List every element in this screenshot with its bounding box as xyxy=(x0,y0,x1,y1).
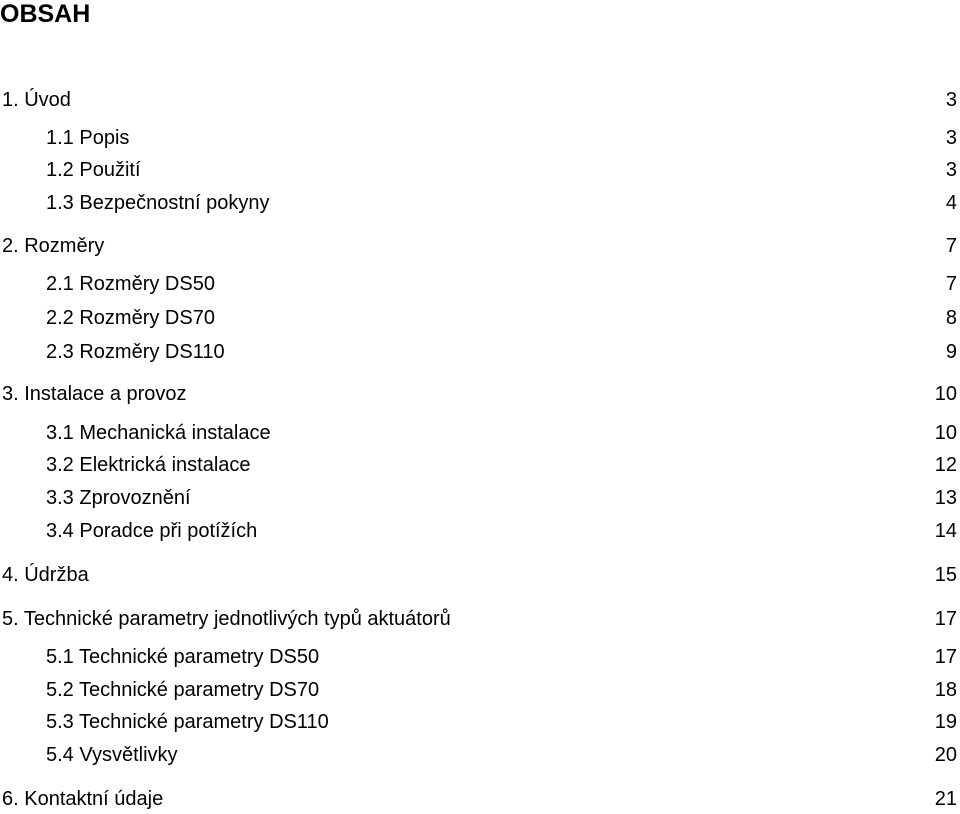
toc-entry[interactable] xyxy=(0,517,960,545)
toc-entry-label: 3.2 Elektrická instalace xyxy=(46,454,251,476)
toc-entry-label: 1.3 Bezpečnostní pokyny xyxy=(46,192,270,214)
toc-entry-label: 3.1 Mechanická instalace xyxy=(46,422,271,444)
toc-entry-label: 3. Instalace a provoz xyxy=(2,383,187,405)
toc-entry-page: 7 xyxy=(945,235,957,257)
toc-entry-label: 5.3 Technické parametry DS110 xyxy=(46,711,329,733)
toc-entry-page: 18 xyxy=(934,679,957,701)
toc-entry-label: 3.4 Poradce při potížích xyxy=(46,520,258,542)
toc-entry-page: 3 xyxy=(945,127,957,149)
toc-entry[interactable] xyxy=(0,304,960,332)
toc-entry-label: 3.3 Zprovoznění xyxy=(46,487,191,509)
toc-entry[interactable] xyxy=(0,189,960,217)
toc-entry[interactable] xyxy=(0,338,960,366)
toc-entry[interactable] xyxy=(0,741,960,769)
toc-entry-page: 21 xyxy=(934,788,957,810)
toc-entry-page: 8 xyxy=(945,307,957,329)
toc-entry[interactable] xyxy=(0,156,960,184)
toc-entry-label: 2.2 Rozměry DS70 xyxy=(46,307,215,329)
toc-entry[interactable] xyxy=(0,124,960,152)
toc-entry-label: 5.4 Vysvětlivky xyxy=(46,744,178,766)
toc-entry[interactable] xyxy=(0,605,960,633)
toc-entry[interactable] xyxy=(0,785,960,813)
toc-entry-page: 12 xyxy=(934,454,957,476)
toc-entry-page: 10 xyxy=(934,383,957,405)
toc-entry-page: 17 xyxy=(934,646,957,668)
toc-entry-page: 17 xyxy=(934,608,957,630)
toc-entry-label: 2.3 Rozměry DS110 xyxy=(46,341,225,363)
toc-entry-page: 9 xyxy=(945,341,957,363)
toc-entry-label: 5.1 Technické parametry DS50 xyxy=(46,646,320,668)
toc-entry[interactable] xyxy=(0,232,960,260)
toc-entry-page: 15 xyxy=(934,564,957,586)
toc-entry[interactable] xyxy=(0,561,960,589)
toc-entry-label: 2. Rozměry xyxy=(2,235,105,257)
toc-entry-page: 14 xyxy=(934,520,957,542)
toc-entry[interactable] xyxy=(0,86,960,114)
toc-entry-label: 2.1 Rozměry DS50 xyxy=(46,273,215,295)
toc-entry-label: 1. Úvod xyxy=(2,89,71,111)
toc-entry-page: 4 xyxy=(945,192,957,214)
toc-entry-page: 3 xyxy=(945,159,957,181)
toc-entry-label: 4. Údržba xyxy=(2,564,89,586)
toc-entry-label: 5.2 Technické parametry DS70 xyxy=(46,679,320,701)
toc-entry[interactable] xyxy=(0,451,960,479)
toc-entry-label: 1.2 Použití xyxy=(46,159,141,181)
toc-entry-page: 13 xyxy=(934,487,957,509)
toc-entry-label: 5. Technické parametry jednotlivých typů aktuátorů xyxy=(2,608,451,630)
toc-entry[interactable] xyxy=(0,676,960,704)
toc-entry[interactable] xyxy=(0,484,960,512)
toc-entry[interactable] xyxy=(0,419,960,447)
toc-entry-label: 1.1 Popis xyxy=(46,127,130,149)
toc-entry[interactable] xyxy=(0,380,960,408)
toc-entry-page: 7 xyxy=(945,273,957,295)
toc-entry[interactable] xyxy=(0,270,960,298)
toc-entry-label: 6. Kontaktní údaje xyxy=(2,788,164,810)
toc-entry-page: 3 xyxy=(945,89,957,111)
toc-entry[interactable] xyxy=(0,708,960,736)
toc-entry-page: 20 xyxy=(934,744,957,766)
page-title: OBSAH xyxy=(0,0,91,28)
toc-entry[interactable] xyxy=(0,643,960,671)
toc-entry-page: 19 xyxy=(934,711,957,733)
toc-entry-page: 10 xyxy=(934,422,957,444)
